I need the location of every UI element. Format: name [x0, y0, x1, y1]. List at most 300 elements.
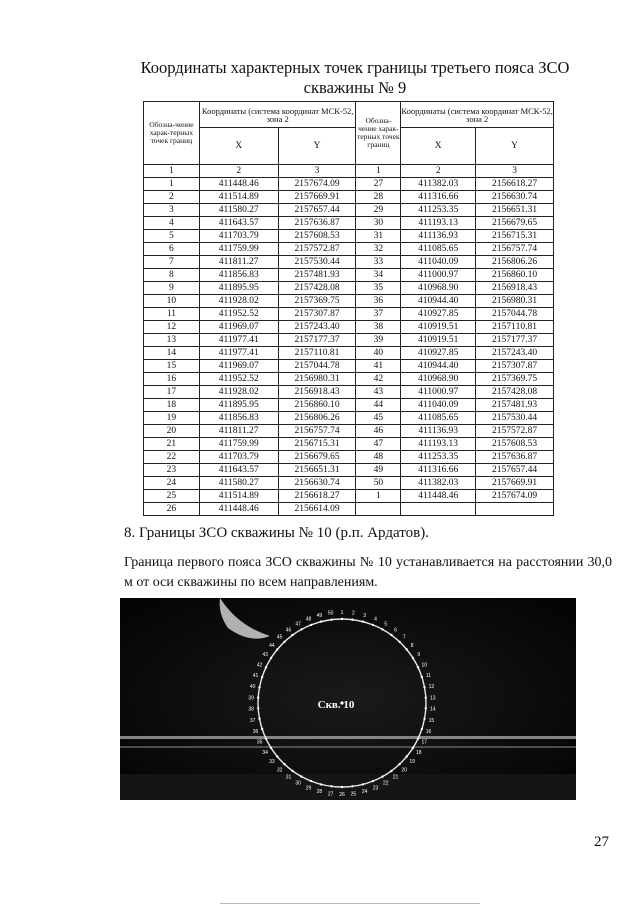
- boundary-point-label: 38: [248, 706, 254, 713]
- table-row: [144, 386, 554, 399]
- table-cell: 410927.85: [401, 347, 476, 360]
- section-8-paragraph: [124, 553, 612, 593]
- table-cell: 23: [144, 464, 200, 477]
- table-row: [144, 464, 554, 477]
- boundary-point-label: 14: [430, 706, 436, 713]
- column-number: 2: [401, 165, 476, 178]
- boundary-point: [341, 786, 343, 788]
- boundary-point-label: 20: [401, 767, 408, 774]
- table-cell: 2: [144, 191, 200, 204]
- table-cell: 18: [144, 399, 200, 412]
- table-row: [144, 438, 554, 451]
- table-cell: 411895.95: [199, 399, 278, 412]
- boundary-point-label: 2: [352, 610, 355, 617]
- boundary-point: [381, 775, 383, 777]
- table-cell: 2157044.78: [278, 360, 356, 373]
- table-cell: 411580.27: [199, 204, 278, 217]
- boundary-point: [362, 620, 364, 622]
- table-row: [144, 217, 554, 230]
- boundary-point-label: 34: [262, 749, 268, 756]
- table-cell: [401, 503, 476, 516]
- boundary-point-label: 49: [316, 612, 323, 619]
- column-number: 2: [199, 165, 278, 178]
- table-cell: 411969.07: [199, 321, 278, 334]
- table-cell: 411253.35: [401, 451, 476, 464]
- table-cell: 411316.66: [401, 191, 476, 204]
- header-point-designation-2: Обозна-чение харак-терных точек границ: [356, 102, 401, 165]
- boundary-point-label: 23: [372, 785, 379, 792]
- table-cell: 28: [356, 191, 401, 204]
- table-cell: 2157369.75: [476, 373, 554, 386]
- table-cell: 2157177.37: [278, 334, 356, 347]
- table-cell: 26: [144, 503, 200, 516]
- map-road-line: [120, 736, 576, 739]
- table-cell: 411643.57: [199, 464, 278, 477]
- boundary-point-label: 22: [383, 780, 389, 787]
- table-cell: 8: [144, 269, 200, 282]
- table-cell: 2156715.31: [278, 438, 356, 451]
- boundary-point: [417, 738, 419, 740]
- boundary-point-label: 37: [249, 718, 256, 725]
- table-cell: 2157110.81: [278, 347, 356, 360]
- table-row: [144, 451, 554, 464]
- boundary-point: [330, 785, 332, 787]
- table-cell: 2157530.44: [278, 256, 356, 269]
- table-row: [144, 503, 554, 516]
- table-cell: 411136.93: [401, 230, 476, 243]
- table-cell: 411759.99: [199, 438, 278, 451]
- table-cell: 2157044.78: [476, 308, 554, 321]
- boundary-point: [300, 775, 302, 777]
- table-row: [144, 295, 554, 308]
- table-cell: 411977.41: [199, 334, 278, 347]
- boundary-point-label: 48: [305, 616, 312, 623]
- column-number-row: [144, 165, 554, 178]
- boundary-point: [291, 770, 293, 772]
- boundary-point-label: 5: [384, 621, 388, 628]
- column-number: 3: [278, 165, 356, 178]
- table-cell: 36: [356, 295, 401, 308]
- table-cell: 410944.40: [401, 295, 476, 308]
- table-cell: 2157428.08: [278, 282, 356, 295]
- boundary-point-label: 3: [363, 612, 366, 619]
- table-cell: 11: [144, 308, 200, 321]
- table-cell: 2157572.87: [476, 425, 554, 438]
- table-cell: 2157243.40: [278, 321, 356, 334]
- table-row: [144, 373, 554, 386]
- boundary-point-label: 6: [394, 627, 397, 634]
- table-cell: 410927.85: [401, 308, 476, 321]
- boundary-point: [261, 676, 263, 678]
- table-cell: 411514.89: [199, 490, 278, 503]
- boundary-point-label: 46: [285, 627, 292, 634]
- boundary-point-label: 7: [402, 634, 406, 641]
- boundary-point: [362, 783, 364, 785]
- table-row: [144, 399, 554, 412]
- boundary-point-label: 29: [305, 785, 312, 792]
- table-cell: 2156679.65: [278, 451, 356, 464]
- boundary-point-label: 21: [392, 774, 399, 781]
- boundary-point: [372, 624, 374, 626]
- boundary-point: [257, 697, 259, 699]
- table-cell: 411448.46: [401, 490, 476, 503]
- boundary-point: [257, 707, 259, 709]
- boundary-point-label: 40: [249, 683, 256, 690]
- table-cell: 2157307.87: [476, 360, 554, 373]
- table-cell: 22: [144, 451, 200, 464]
- section-8-text: Граница первого пояса ЗСО скважины № 10 устанавливается на расстоянии 30,0 м от оси скважины по всем направлениям.: [124, 555, 612, 590]
- table-cell: 3: [144, 204, 200, 217]
- table-cell: 411000.97: [401, 386, 476, 399]
- boundary-point: [258, 686, 260, 688]
- table-cell: 46: [356, 425, 401, 438]
- table-cell: 411000.97: [401, 269, 476, 282]
- header-x: X: [199, 128, 278, 165]
- table-cell: [356, 503, 401, 516]
- table-cell: 17: [144, 386, 200, 399]
- header-point-designation: Обозна-чение харак-терных точек границ: [144, 102, 200, 165]
- table-cell: 38: [356, 321, 401, 334]
- table-cell: 411085.65: [401, 412, 476, 425]
- table-cell: 2157243.40: [476, 347, 554, 360]
- table-row: [144, 334, 554, 347]
- table-cell: 411643.57: [199, 217, 278, 230]
- boundary-point: [406, 755, 408, 757]
- boundary-point: [258, 718, 260, 720]
- table-cell: 2157669.91: [476, 477, 554, 490]
- header-x-2: X: [401, 128, 476, 165]
- boundary-point: [390, 770, 392, 772]
- table-cell: 12: [144, 321, 200, 334]
- table-row: [144, 477, 554, 490]
- boundary-point: [265, 738, 267, 740]
- table-cell: [476, 503, 554, 516]
- table-row: [144, 360, 554, 373]
- table-cell: 32: [356, 243, 401, 256]
- table-cell: 2156651.31: [476, 204, 554, 217]
- title-line-1: Координаты характерных точек границы третьего пояса ЗСО: [140, 58, 570, 77]
- coordinates-table: [143, 101, 554, 516]
- boundary-point-label: 12: [428, 683, 435, 690]
- table-cell: 30: [356, 217, 401, 230]
- table-cell: 411856.83: [199, 412, 278, 425]
- table-row: [144, 204, 554, 217]
- table-cell: 410968.90: [401, 282, 476, 295]
- boundary-point-label: 41: [252, 672, 259, 679]
- table-cell: 411856.83: [199, 269, 278, 282]
- table-cell: 411448.46: [199, 178, 278, 191]
- table-row: [144, 269, 554, 282]
- table-cell: 43: [356, 386, 401, 399]
- boundary-point: [261, 728, 263, 730]
- boundary-point: [291, 634, 293, 636]
- table-cell: 411514.89: [199, 191, 278, 204]
- table-cell: 2157428.08: [476, 386, 554, 399]
- bottom-scan-line: [220, 903, 480, 904]
- boundary-point-label: 27: [327, 791, 334, 798]
- boundary-point: [406, 648, 408, 650]
- table-cell: 2156860.10: [278, 399, 356, 412]
- table-cell: 2157608.53: [476, 438, 554, 451]
- table-cell: 39: [356, 334, 401, 347]
- boundary-point: [276, 755, 278, 757]
- table-cell: 34: [356, 269, 401, 282]
- table-cell: 2157481.93: [476, 399, 554, 412]
- header-y: Y: [278, 128, 356, 165]
- boundary-point: [423, 686, 425, 688]
- table-cell: 2157110.81: [476, 321, 554, 334]
- table-cell: 411895.95: [199, 282, 278, 295]
- table-cell: 19: [144, 412, 200, 425]
- table-cell: 2157657.44: [476, 464, 554, 477]
- table-row: [144, 308, 554, 321]
- boundary-point: [390, 634, 392, 636]
- table-cell: 411136.93: [401, 425, 476, 438]
- table-cell: 20: [144, 425, 200, 438]
- boundary-point-label: 44: [269, 643, 275, 649]
- table-cell: 2156918.43: [278, 386, 356, 399]
- table-cell: 40: [356, 347, 401, 360]
- table-cell: 4: [144, 217, 200, 230]
- table-cell: 2156757.74: [278, 425, 356, 438]
- table-cell: 2157636.87: [476, 451, 554, 464]
- table-cell: 411040.09: [401, 399, 476, 412]
- table-cell: 411382.03: [401, 178, 476, 191]
- table-cell: 7: [144, 256, 200, 269]
- boundary-point: [372, 780, 374, 782]
- table-cell: 411928.02: [199, 386, 278, 399]
- boundary-point-label: 17: [421, 739, 428, 746]
- table-cell: 2156806.26: [278, 412, 356, 425]
- table-cell: 42: [356, 373, 401, 386]
- column-number: 1: [356, 165, 401, 178]
- boundary-point-label: 30: [295, 780, 301, 787]
- boundary-point: [330, 619, 332, 621]
- table-cell: 2157669.91: [278, 191, 356, 204]
- table-cell: 410919.51: [401, 334, 476, 347]
- well-label: Скв. 10: [317, 699, 355, 711]
- coordinates-table-body: [144, 178, 554, 516]
- table-row: [144, 282, 554, 295]
- table-row: [144, 178, 554, 191]
- table-cell: 2157572.87: [278, 243, 356, 256]
- boundary-point: [276, 648, 278, 650]
- table-cell: 411382.03: [401, 477, 476, 490]
- table-cell: 2156757.74: [476, 243, 554, 256]
- table-cell: 2157530.44: [476, 412, 554, 425]
- table-row: [144, 490, 554, 503]
- document-title: [120, 58, 590, 98]
- table-cell: 48: [356, 451, 401, 464]
- table-cell: 411977.41: [199, 347, 278, 360]
- boundary-point-label: 4: [374, 616, 377, 623]
- table-cell: 410968.90: [401, 373, 476, 386]
- table-cell: 2156679.65: [476, 217, 554, 230]
- table-cell: 411811.27: [199, 256, 278, 269]
- table-cell: 411928.02: [199, 295, 278, 308]
- table-cell: 411085.65: [401, 243, 476, 256]
- table-cell: 2156918.43: [476, 282, 554, 295]
- table-cell: 2157636.87: [278, 217, 356, 230]
- boundary-point-label: 15: [428, 718, 435, 725]
- boundary-point: [425, 697, 427, 699]
- table-cell: 2157369.75: [278, 295, 356, 308]
- boundary-point: [265, 666, 267, 668]
- table-cell: 13: [144, 334, 200, 347]
- table-cell: 411969.07: [199, 360, 278, 373]
- boundary-point: [425, 707, 427, 709]
- boundary-point-label: 32: [276, 767, 283, 774]
- boundary-point-label: 24: [361, 789, 368, 796]
- boundary-point-label: 43: [262, 652, 268, 659]
- table-cell: 2156860.10: [476, 269, 554, 282]
- boundary-point: [412, 747, 414, 749]
- table-cell: 6: [144, 243, 200, 256]
- page-number: 27: [594, 834, 609, 850]
- table-cell: 1: [144, 178, 200, 191]
- table-cell: 2156980.31: [476, 295, 554, 308]
- table-cell: 37: [356, 308, 401, 321]
- header-coordinates-2: Координаты (система координат МСК-52, зона 2: [401, 102, 554, 128]
- boundary-point-label: 26: [339, 792, 345, 798]
- section-8-heading: 8. Границы ЗСО скважины № 10 (р.п. Ардатов).: [124, 525, 429, 541]
- boundary-point-label: 42: [256, 662, 263, 669]
- table-cell: 50: [356, 477, 401, 490]
- boundary-point: [270, 747, 272, 749]
- boundary-point: [310, 624, 312, 626]
- table-cell: 410944.40: [401, 360, 476, 373]
- boundary-point-label: 16: [425, 729, 432, 736]
- table-cell: 2156651.31: [278, 464, 356, 477]
- table-cell: 411448.46: [199, 503, 278, 516]
- boundary-point-label: 31: [285, 774, 292, 781]
- boundary-point: [283, 641, 285, 643]
- boundary-point-label: 13: [430, 695, 436, 702]
- table-cell: 9: [144, 282, 200, 295]
- boundary-point-label: 25: [350, 791, 357, 798]
- table-cell: 411703.79: [199, 230, 278, 243]
- table-cell: 2156715.31: [476, 230, 554, 243]
- table-cell: 25: [144, 490, 200, 503]
- boundary-point-label: 9: [417, 652, 421, 659]
- table-cell: 33: [356, 256, 401, 269]
- boundary-point: [310, 780, 312, 782]
- table-cell: 27: [356, 178, 401, 191]
- table-cell: 2157481.93: [278, 269, 356, 282]
- table-cell: 2157608.53: [278, 230, 356, 243]
- table-cell: 411759.99: [199, 243, 278, 256]
- table-cell: 49: [356, 464, 401, 477]
- table-cell: 14: [144, 347, 200, 360]
- boundary-point: [417, 666, 419, 668]
- boundary-point: [351, 785, 353, 787]
- boundary-point-label: 36: [252, 729, 259, 736]
- boundary-point-label: 39: [248, 695, 254, 702]
- boundary-point: [398, 763, 400, 765]
- table-cell: 2156806.26: [476, 256, 554, 269]
- boundary-point-label: 18: [416, 749, 422, 756]
- table-cell: 411193.13: [401, 438, 476, 451]
- boundary-point-label: 10: [421, 662, 428, 669]
- table-cell: 31: [356, 230, 401, 243]
- table-row: [144, 412, 554, 425]
- boundary-point-label: 35: [256, 739, 263, 746]
- table-cell: 2156614.09: [278, 503, 356, 516]
- boundary-point: [412, 657, 414, 659]
- boundary-point-label: 47: [295, 621, 301, 628]
- table-cell: 411952.52: [199, 308, 278, 321]
- table-cell: 2156630.74: [476, 191, 554, 204]
- table-cell: 2156980.31: [278, 373, 356, 386]
- header-coordinates: Координаты (система координат МСК-52, зона 2: [199, 102, 356, 128]
- table-cell: 410919.51: [401, 321, 476, 334]
- table-row: [144, 243, 554, 256]
- table-cell: 2157657.44: [278, 204, 356, 217]
- map-road-line-2: [120, 746, 576, 748]
- table-cell: 16: [144, 373, 200, 386]
- boundary-point-label: 50: [327, 610, 334, 617]
- table-cell: 2157307.87: [278, 308, 356, 321]
- table-cell: 2156618.27: [476, 178, 554, 191]
- boundary-point: [381, 628, 383, 630]
- table-cell: 1: [356, 490, 401, 503]
- boundary-point: [283, 763, 285, 765]
- table-row: [144, 347, 554, 360]
- boundary-point-label: 1: [340, 610, 344, 616]
- boundary-point-label: 28: [316, 789, 323, 796]
- boundary-point: [270, 657, 272, 659]
- table-cell: 5: [144, 230, 200, 243]
- well-10-zone-map-graphic: [120, 598, 576, 800]
- table-cell: 2156618.27: [278, 490, 356, 503]
- boundary-point: [320, 783, 322, 785]
- boundary-point: [300, 628, 302, 630]
- column-number: 1: [144, 165, 200, 178]
- table-cell: 411580.27: [199, 477, 278, 490]
- table-row: [144, 230, 554, 243]
- boundary-point: [421, 676, 423, 678]
- table-cell: 45: [356, 412, 401, 425]
- boundary-point: [398, 641, 400, 643]
- table-cell: 411253.35: [401, 204, 476, 217]
- table-cell: 411316.66: [401, 464, 476, 477]
- table-cell: 411703.79: [199, 451, 278, 464]
- boundary-point: [341, 618, 343, 620]
- boundary-point: [423, 718, 425, 720]
- table-cell: 411040.09: [401, 256, 476, 269]
- table-cell: 44: [356, 399, 401, 412]
- column-number: 3: [476, 165, 554, 178]
- table-cell: 411811.27: [199, 425, 278, 438]
- table-cell: 2157674.09: [278, 178, 356, 191]
- well-10-zone-map: [120, 598, 576, 800]
- table-row: [144, 256, 554, 269]
- table-row: [144, 425, 554, 438]
- table-cell: 10: [144, 295, 200, 308]
- table-cell: 2156630.74: [278, 477, 356, 490]
- table-cell: 2157674.09: [476, 490, 554, 503]
- boundary-point-label: 8: [410, 643, 414, 649]
- header-y-2: Y: [476, 128, 554, 165]
- table-cell: 2157177.37: [476, 334, 554, 347]
- table-cell: 35: [356, 282, 401, 295]
- table-cell: 411193.13: [401, 217, 476, 230]
- boundary-point: [351, 619, 353, 621]
- table-cell: 41: [356, 360, 401, 373]
- title-line-2: скважины № 9: [303, 78, 407, 97]
- boundary-point-label: 11: [425, 672, 432, 679]
- boundary-point: [421, 728, 423, 730]
